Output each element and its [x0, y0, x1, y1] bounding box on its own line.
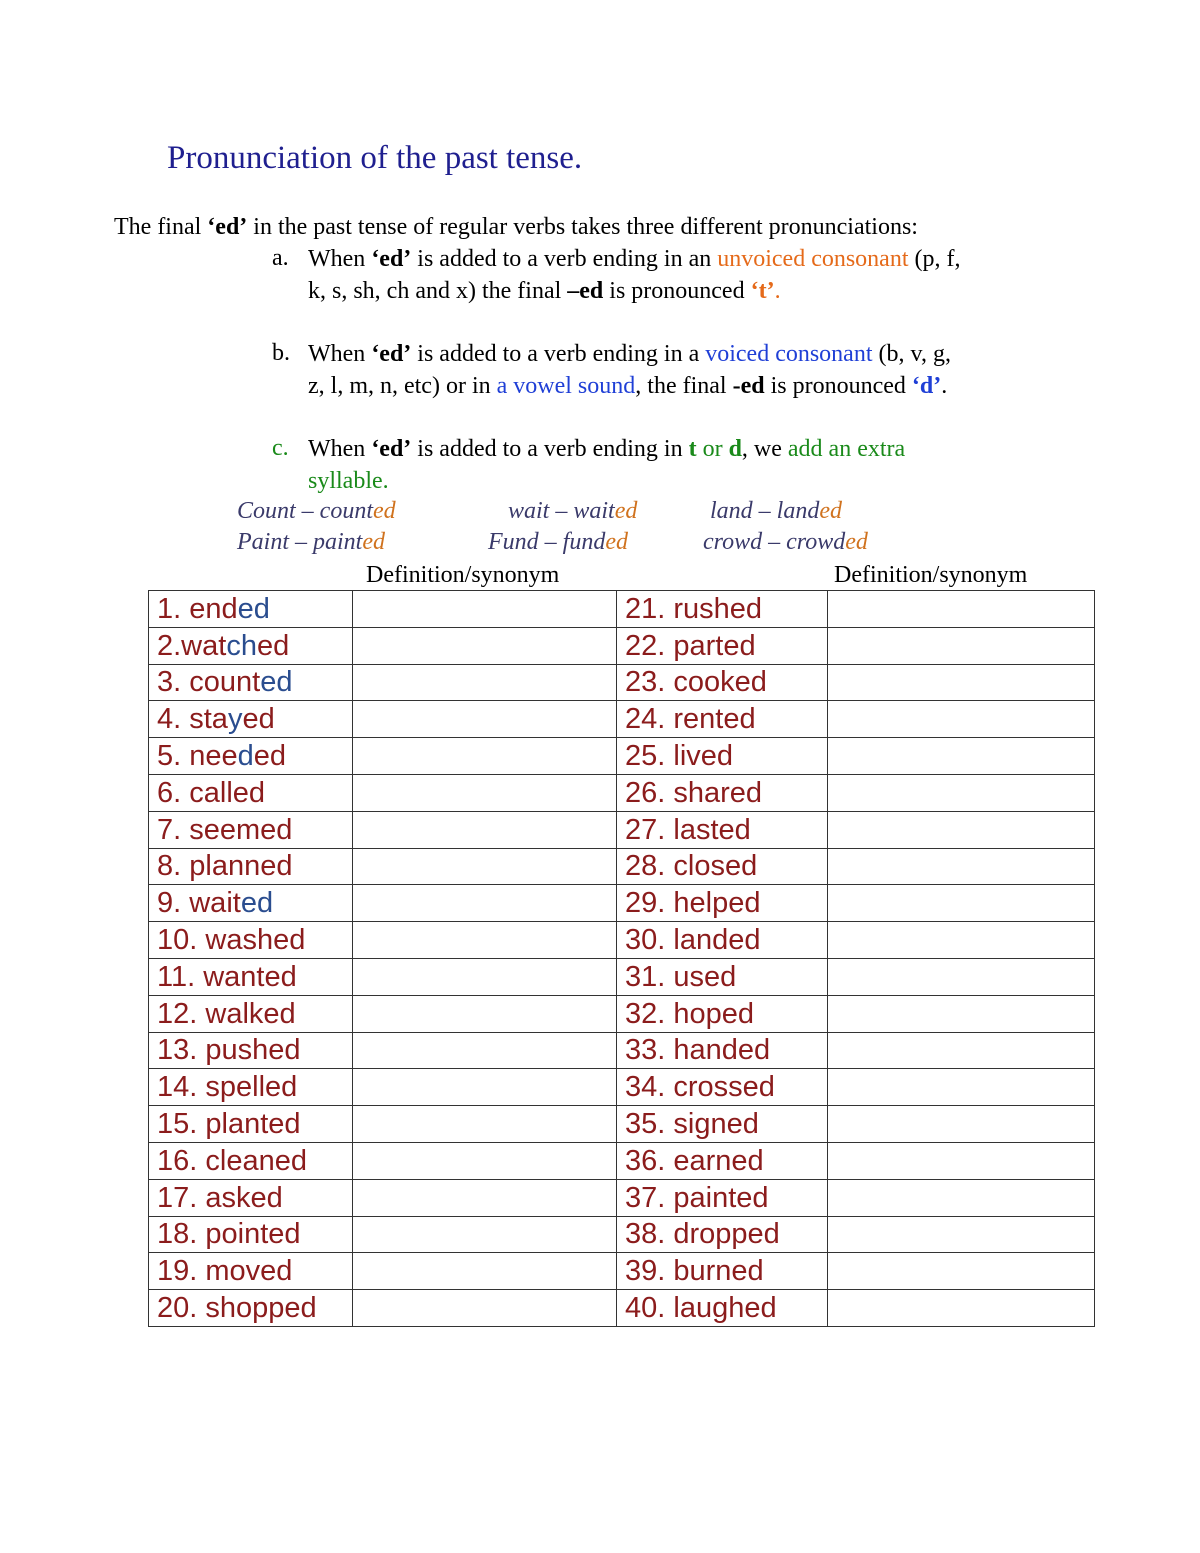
word-cell [617, 664, 828, 701]
rule-a-line2b: is pronounced [603, 278, 751, 304]
rule-b-ed: ‘ed’ [371, 341, 412, 367]
definition-cell[interactable] [828, 995, 1095, 1032]
word-cell [617, 1106, 828, 1143]
intro-text [114, 214, 918, 241]
rule-b-text [308, 338, 1068, 402]
word-part: 16. cleaned [157, 1144, 307, 1177]
rule-b-line2c: is pronounced [764, 373, 912, 399]
word-part: 14. spelled [157, 1071, 298, 1104]
definition-cell[interactable] [353, 627, 617, 664]
intro-after: in the past tense of regular verbs takes three different pronunciations: [247, 214, 918, 240]
word-part: ed [237, 592, 270, 625]
word-cell [617, 774, 828, 811]
rule-a-label: a. [272, 245, 289, 271]
word-cell [149, 664, 353, 701]
word-cell [617, 1216, 828, 1253]
word-part: 36. earned [625, 1144, 764, 1177]
word-part: 5. nee [157, 740, 238, 773]
word-cell [149, 1179, 353, 1216]
word-cell [149, 701, 353, 738]
rule-a-ed: ‘ed’ [371, 246, 412, 272]
rule-c-label: c. [272, 435, 289, 461]
example-paint: Paint – painted [237, 529, 385, 555]
word-cell [149, 958, 353, 995]
word-cell [149, 591, 353, 628]
word-cell [617, 1253, 828, 1290]
word-cell [617, 958, 828, 995]
word-part: 26. shared [625, 776, 763, 809]
table-row [149, 1216, 1095, 1253]
definition-cell[interactable] [353, 1032, 617, 1069]
word-cell [617, 1032, 828, 1069]
page-title: Pronunciation of the past tense. [167, 140, 583, 176]
word-cell [617, 1179, 828, 1216]
definition-cell[interactable] [828, 922, 1095, 959]
example-count: Count – counted [237, 498, 396, 524]
word-cell [149, 738, 353, 775]
example-wait: wait – waited [508, 498, 638, 524]
definition-cell[interactable] [353, 1179, 617, 1216]
word-cell [149, 848, 353, 885]
word-part: ed [256, 629, 290, 662]
definition-cell[interactable] [353, 885, 617, 922]
definition-cell[interactable] [828, 848, 1095, 885]
word-part: 35. signed [625, 1108, 759, 1141]
word-part: 22. parted [625, 629, 756, 662]
table-row [149, 958, 1095, 995]
rule-c-or: or [696, 436, 729, 462]
rule-b-label: b. [272, 340, 290, 366]
intro-before: The final [114, 214, 208, 240]
definition-cell[interactable] [353, 995, 617, 1032]
rule-a-p1: When [308, 246, 372, 272]
definition-cell[interactable] [828, 1069, 1095, 1106]
word-part: 33. handed [625, 1034, 771, 1067]
example-crowd: crowd – crowded [703, 529, 868, 555]
word-part: 29. helped [625, 887, 761, 920]
definition-cell[interactable] [353, 1142, 617, 1179]
table-row [149, 627, 1095, 664]
rule-c-p1: When [308, 436, 372, 462]
definition-cell[interactable] [353, 1106, 617, 1143]
table-row [149, 922, 1095, 959]
word-part: 24. rented [625, 703, 756, 736]
def-header-left: Definition/synonym [366, 562, 560, 588]
rule-c-ed: ‘ed’ [371, 436, 412, 462]
word-cell [149, 885, 353, 922]
table-row [149, 591, 1095, 628]
rule-c-p2: is added to a verb ending in [411, 436, 689, 462]
word-part: ed [253, 740, 287, 773]
rule-a-p2: is added to a verb ending in an [411, 246, 718, 272]
word-part: 21. rushed [625, 592, 763, 625]
table-row [149, 995, 1095, 1032]
rule-b-line2ed: -ed [732, 373, 765, 399]
word-part: 12. walked [157, 997, 296, 1030]
definition-cell[interactable] [353, 958, 617, 995]
word-part: 6. called [157, 776, 266, 809]
definition-cell[interactable] [353, 1069, 617, 1106]
table-row [149, 1179, 1095, 1216]
rule-a-line2a: k, s, sh, ch and x) the final [308, 278, 568, 304]
word-part: 9. wait [157, 887, 241, 920]
definition-cell[interactable] [828, 664, 1095, 701]
word-cell [149, 627, 353, 664]
word-part: 40. laughed [625, 1292, 777, 1325]
word-table [148, 590, 1095, 1327]
word-part: ed [240, 887, 274, 920]
rule-b-sound: ‘d’ [911, 373, 942, 399]
word-cell [617, 922, 828, 959]
word-part: 1. end [157, 592, 238, 625]
rule-a-highlight: unvoiced consonant [717, 246, 909, 272]
word-cell [149, 1216, 353, 1253]
word-part: 34. crossed [625, 1071, 775, 1104]
word-part: 25. lived [625, 740, 734, 773]
word-part: ch [226, 629, 257, 662]
word-part: 18. pointed [157, 1218, 301, 1251]
table-row [149, 1069, 1095, 1106]
word-cell [617, 591, 828, 628]
definition-cell[interactable] [353, 1216, 617, 1253]
word-part: 32. hoped [625, 997, 755, 1030]
word-part: ed [242, 703, 275, 736]
word-cell [149, 1032, 353, 1069]
word-part: 2.wat [157, 629, 227, 662]
word-cell [617, 848, 828, 885]
intro-ed: ‘ed’ [207, 214, 248, 240]
table-row [149, 701, 1095, 738]
definition-cell[interactable] [353, 774, 617, 811]
definition-cell[interactable] [828, 627, 1095, 664]
definition-cell[interactable] [353, 664, 617, 701]
table-row [149, 1290, 1095, 1327]
word-cell [617, 1069, 828, 1106]
table-row [149, 885, 1095, 922]
word-part: 30. landed [625, 924, 761, 957]
rule-b-highlight2: a vowel sound [496, 373, 636, 399]
rule-b-end: . [941, 373, 948, 399]
table-row [149, 1253, 1095, 1290]
rule-b-line2b: , the final [635, 373, 733, 399]
table-row [149, 811, 1095, 848]
table-row [149, 738, 1095, 775]
word-cell [149, 1253, 353, 1290]
rule-b-p1: When [308, 341, 372, 367]
definition-cell[interactable] [353, 738, 617, 775]
word-part: 38. dropped [625, 1218, 780, 1251]
word-cell [149, 1069, 353, 1106]
word-part: 20. shopped [157, 1292, 317, 1325]
word-part: 37. painted [625, 1181, 769, 1214]
word-cell [617, 701, 828, 738]
rule-c-t: t [688, 436, 697, 462]
definition-cell[interactable] [828, 885, 1095, 922]
definition-cell[interactable] [828, 1216, 1095, 1253]
word-cell [617, 811, 828, 848]
definition-cell[interactable] [353, 811, 617, 848]
table-row [149, 1032, 1095, 1069]
rule-b-p2: is added to a verb ending in a [411, 341, 706, 367]
rule-a-line2ed: –ed [567, 278, 604, 304]
rule-b-p3: (b, v, g, [872, 341, 951, 367]
word-cell [617, 738, 828, 775]
word-part: 11. wanted [157, 960, 297, 993]
word-cell [617, 1290, 828, 1327]
definition-cell[interactable] [353, 1253, 617, 1290]
word-cell [149, 1142, 353, 1179]
definition-cell[interactable] [828, 958, 1095, 995]
word-cell [149, 811, 353, 848]
table-row [149, 1106, 1095, 1143]
definition-cell[interactable] [353, 848, 617, 885]
definition-cell[interactable] [828, 1032, 1095, 1069]
rule-c-highlight: add an extra [787, 436, 906, 462]
word-cell [149, 1290, 353, 1327]
rule-a-sound: ‘t’ [750, 278, 775, 304]
definition-cell[interactable] [828, 738, 1095, 775]
word-cell [149, 774, 353, 811]
definition-cell[interactable] [828, 1179, 1095, 1216]
rule-c-line2: syllable. [308, 468, 389, 494]
rule-c-d: d [728, 436, 742, 462]
definition-cell[interactable] [828, 701, 1095, 738]
word-cell [149, 922, 353, 959]
rule-a-end: . [774, 278, 781, 304]
word-part: 39. burned [625, 1255, 764, 1288]
word-part: 23. cooked [625, 666, 767, 699]
rule-c-text [308, 433, 1068, 497]
word-part: 8. planned [157, 850, 293, 883]
word-part: 10. washed [157, 924, 306, 957]
word-part: 15. planted [157, 1108, 301, 1141]
rule-a-p3: (p, f, [908, 246, 961, 272]
def-header-right: Definition/synonym [834, 562, 1028, 588]
word-part: d [237, 740, 254, 773]
example-land: land – landed [710, 498, 842, 524]
definition-cell[interactable] [828, 774, 1095, 811]
word-part: 19. moved [157, 1255, 293, 1288]
word-part: ed [260, 666, 293, 699]
definition-cell[interactable] [828, 1106, 1095, 1143]
word-part: 31. used [625, 960, 737, 993]
rule-b-line2a: z, l, m, n, etc) or in [308, 373, 497, 399]
word-cell [149, 995, 353, 1032]
rule-c-p3: , we [741, 436, 788, 462]
word-part: 27. lasted [625, 813, 751, 846]
table-row [149, 664, 1095, 701]
definition-cell[interactable] [353, 1290, 617, 1327]
word-part: 17. asked [157, 1181, 283, 1214]
word-cell [617, 885, 828, 922]
definition-cell[interactable] [353, 922, 617, 959]
word-cell [617, 1142, 828, 1179]
table-row [149, 774, 1095, 811]
word-part: 13. pushed [157, 1034, 301, 1067]
definition-cell[interactable] [828, 1290, 1095, 1327]
example-fund: Fund – funded [488, 529, 628, 555]
definition-cell[interactable] [353, 591, 617, 628]
table-row [149, 1142, 1095, 1179]
definition-cell[interactable] [828, 1253, 1095, 1290]
rule-a-text [308, 243, 1068, 307]
table-row [149, 848, 1095, 885]
word-part: 4. sta [157, 703, 228, 736]
word-cell [149, 1106, 353, 1143]
definition-cell[interactable] [828, 811, 1095, 848]
rule-b-highlight: voiced consonant [705, 341, 873, 367]
word-part: 3. count [157, 666, 261, 699]
definition-cell[interactable] [828, 591, 1095, 628]
word-part: 28. closed [625, 850, 758, 883]
definition-cell[interactable] [353, 701, 617, 738]
definition-cell[interactable] [828, 1142, 1095, 1179]
word-cell [617, 627, 828, 664]
word-cell [617, 995, 828, 1032]
word-part: y [227, 703, 243, 736]
word-part: 7. seemed [157, 813, 293, 846]
